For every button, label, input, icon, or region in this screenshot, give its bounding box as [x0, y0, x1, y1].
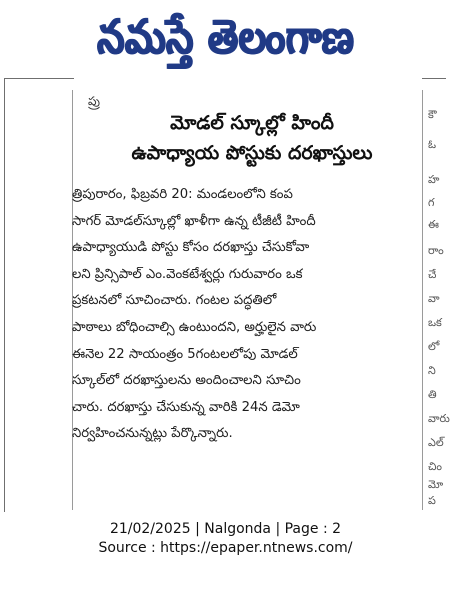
- body-line: త్రిపురారం, ఫిబ్రవరి 20: మండలంలోని కంప: [72, 187, 293, 202]
- right-fragment: మో: [428, 478, 444, 491]
- right-fragment: ఈ: [428, 218, 439, 231]
- right-fragment: గ: [428, 196, 435, 209]
- body-line: చారు. దరఖాస్తు చేసుకున్న వారికి 24న డెమో: [72, 399, 300, 415]
- headline-line-1: మోడల్ స్కూల్లో హిందీ: [170, 112, 334, 134]
- newspaper-clipping: [4, 78, 450, 512]
- right-fragment: తి: [428, 388, 437, 401]
- masthead-title: నమస్తే తెలంగాణ: [97, 9, 355, 65]
- footer-date-edition: 21/02/2025 | Nalgonda | Page : 2: [109, 521, 342, 537]
- right-fragment: కౌ: [428, 108, 437, 121]
- article-body: [72, 182, 432, 448]
- left-fragment-text: ప్రు: [88, 94, 100, 108]
- article-headline: [72, 108, 432, 168]
- body-line: లని ప్రిన్సిపాల్ ఎం.వెంకటేశ్వర్లు గురువారం ఒక: [72, 266, 303, 282]
- right-fragment: చే: [428, 268, 437, 281]
- right-fragment: ఎల్: [428, 436, 444, 449]
- body-line: స్కూల్‌లో దరఖాస్తులను అందించాలని సూచిం: [72, 373, 301, 389]
- right-fragment: చిం: [428, 460, 443, 473]
- right-fragment: ఒక: [428, 316, 442, 329]
- newspaper-masthead: [18, 6, 434, 80]
- body-line: ప్రకటనలో సూచించారు. గంటల పద్ధతిలో: [72, 293, 277, 309]
- headline-line-2: ఉపాధ్యాయ పోస్టుకు దరఖాస్తులు: [131, 142, 373, 164]
- clipping-footer: [0, 520, 451, 558]
- right-fragment: లో: [428, 340, 440, 353]
- news-article: [72, 108, 432, 448]
- right-fragment: వా: [428, 292, 440, 305]
- body-line: నిర్వహించనున్నట్లు పేర్కొన్నారు.: [72, 426, 233, 442]
- body-line: ఉపాధ్యాయుడి పోస్టు కోసం దరఖాస్తు చేసుకోవా: [72, 240, 310, 256]
- right-fragment: ఓ: [428, 138, 437, 151]
- body-line: ఈనెల 22 సాయంత్రం 5గంటలలోపు మోడల్: [72, 346, 298, 362]
- right-fragment: హ: [428, 173, 440, 186]
- body-line: సాగర్ మోడల్‌స్కూల్లో ఖాళీగా ఉన్న టీజీటీ హిందీ: [72, 213, 316, 229]
- right-fragment: ప: [428, 494, 436, 507]
- left-column-fragment: [4, 78, 100, 512]
- body-line: పాఠాలు బోధించాల్సి ఉంటుందని, అర్హులైన వారు: [72, 319, 317, 335]
- right-fragment: రాం: [428, 244, 444, 257]
- right-fragment: వారు: [428, 412, 450, 425]
- footer-source: Source : https://epaper.ntnews.com/: [98, 540, 353, 556]
- right-fragment: ని: [428, 364, 436, 377]
